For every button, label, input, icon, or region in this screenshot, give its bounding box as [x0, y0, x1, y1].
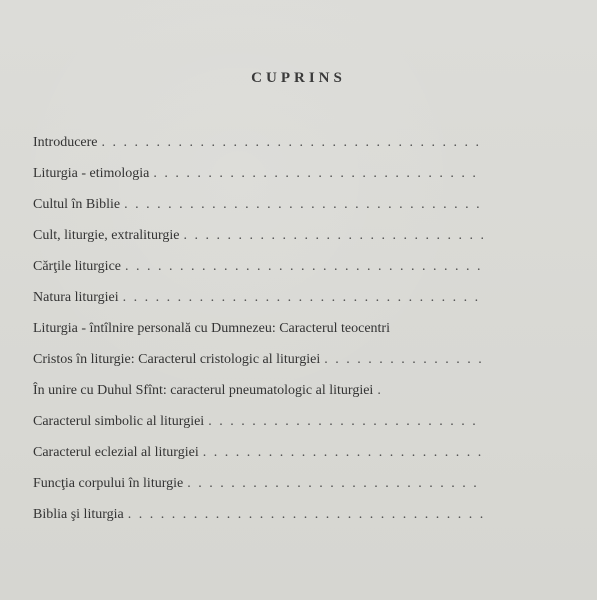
toc-item-liturgia-intilnire: [33, 320, 483, 338]
toc-leader-dots: [324, 351, 483, 369]
toc-item-label: Caracterul simbolic al liturgiei: [33, 414, 205, 429]
toc-item-biblia-si-liturgia: [33, 506, 483, 524]
toc-leader-dots: [203, 444, 483, 462]
toc-item-in-unire-cu-duhul-sfint: [33, 382, 483, 400]
toc-item-label: Introducere: [33, 135, 98, 150]
toc-item-cultul-in-biblie: [33, 196, 483, 214]
toc-item-label: Liturgia - întîlnire personală cu Dumnezeu: Caracterul teocentri: [33, 321, 390, 336]
toc-leader-dots: [125, 258, 483, 276]
toc-item-caracterul-eclezial: [33, 444, 483, 462]
toc-item-label: Biblia şi liturgia: [33, 507, 124, 522]
toc-leader-dots: [128, 506, 483, 524]
toc-item-cristos-in-liturgie: [33, 351, 483, 369]
toc-item-label: Funcţia corpului în liturgie: [33, 476, 184, 491]
toc-leader-dots: [153, 165, 483, 183]
toc-item-functia-corpului: [33, 475, 483, 493]
toc-item-cult-liturgie-extraliturgie: [33, 227, 483, 245]
toc-leader-dots: [183, 227, 483, 245]
toc-leader-dots: [102, 134, 483, 152]
toc-leader-dots: [377, 382, 383, 400]
toc-item-liturgia-etimologia: [33, 165, 483, 183]
toc-item-label: Cărţile liturgice: [33, 259, 121, 274]
toc-item-label: Natura liturgiei: [33, 290, 119, 305]
page-title: CUPRINS: [251, 70, 346, 86]
toc-item-introducere: [33, 134, 483, 152]
toc-item-caracterul-simbolic: [33, 413, 483, 431]
toc-item-cartile-liturgice: [33, 258, 483, 276]
toc-item-label: Cult, liturgie, extraliturgie: [33, 228, 180, 243]
toc-leader-dots: [208, 413, 483, 431]
toc-item-label: Cultul în Biblie: [33, 197, 121, 212]
toc-item-natura-liturgiei: [33, 289, 483, 307]
toc-leader-dots: [187, 475, 483, 493]
toc-leader-dots: [123, 289, 483, 307]
toc-item-label: Liturgia - etimologia: [33, 166, 150, 181]
toc-item-label: Cristos în liturgie: Caracterul cristologic al liturgiei: [33, 352, 321, 367]
toc-item-label: Caracterul eclezial al liturgiei: [33, 445, 199, 460]
toc-leader-dots: [124, 196, 483, 214]
toc-item-label: În unire cu Duhul Sfînt: caracterul pneumatologic al liturgiei: [33, 383, 374, 398]
